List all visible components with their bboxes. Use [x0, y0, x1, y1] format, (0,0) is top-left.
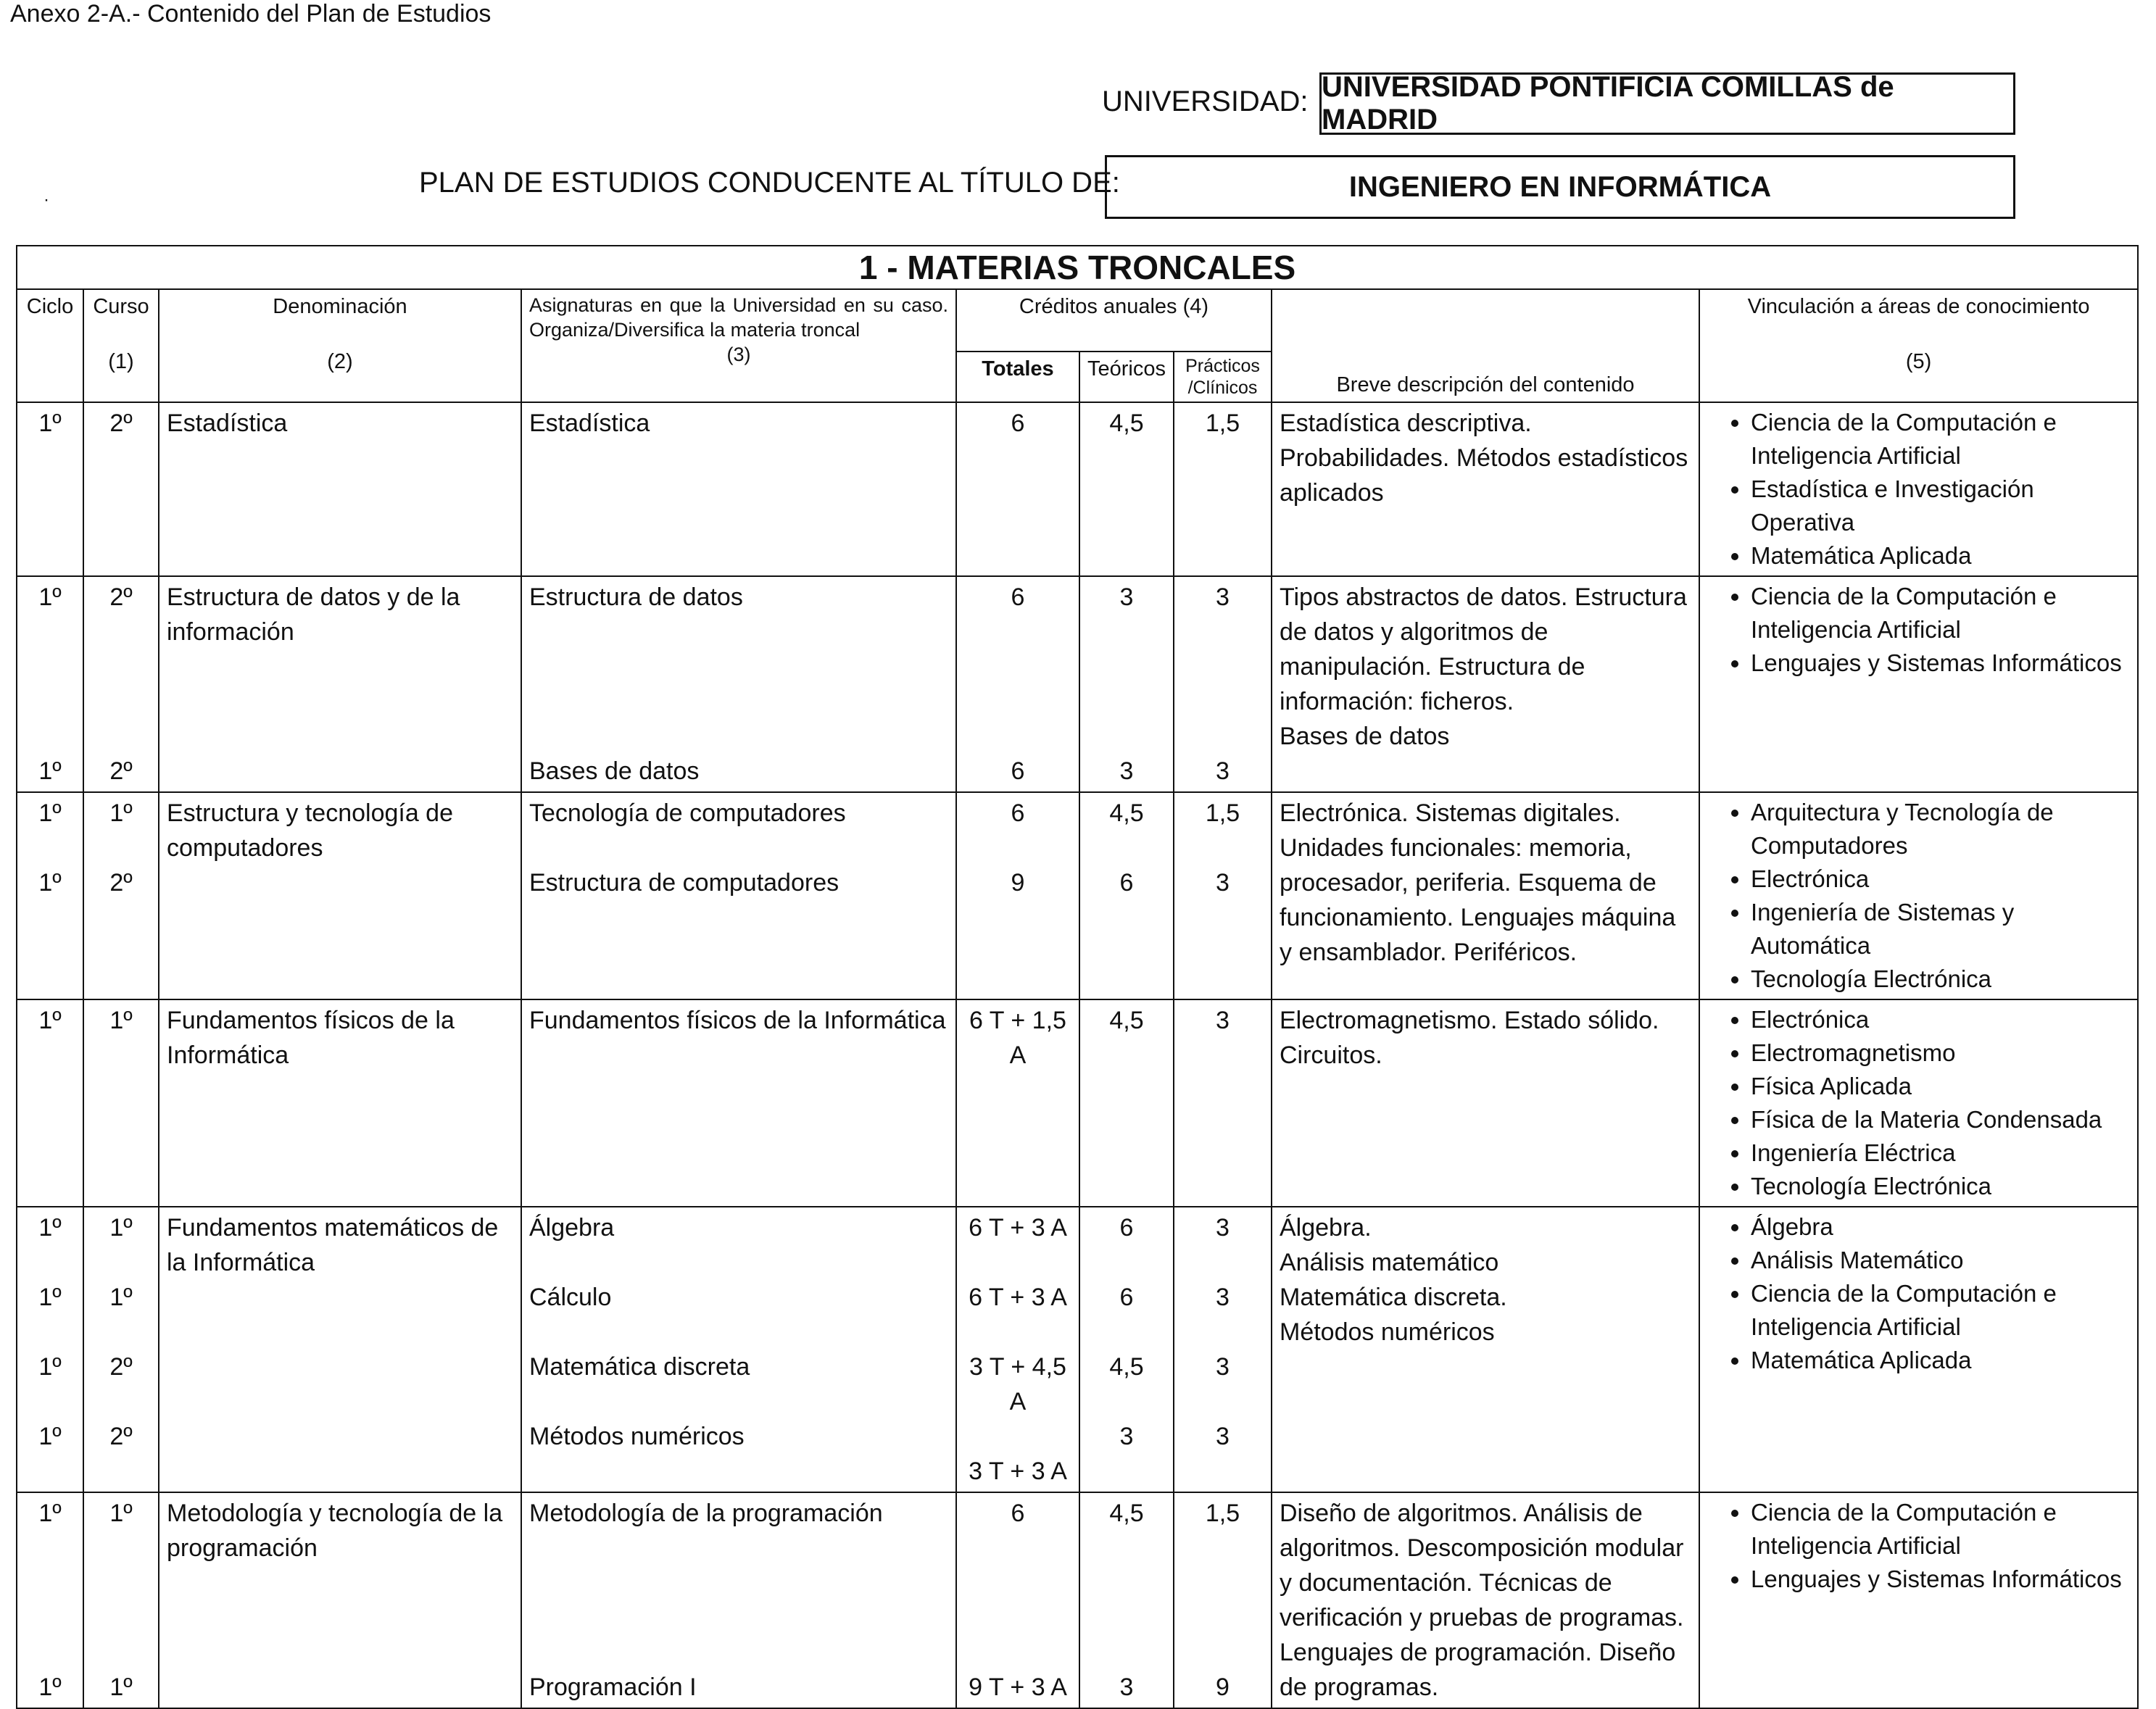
totales-value: 6 — [1011, 409, 1025, 437]
denominacion-cell — [159, 1207, 521, 1492]
teoricos-value: 6 — [1119, 1284, 1134, 1311]
totales-value: 6 — [1011, 799, 1025, 827]
ciclo-value: 1º — [38, 1007, 62, 1034]
asignatura-value: Métodos numéricos — [529, 1423, 745, 1450]
totales-value: 6 — [1011, 757, 1025, 785]
totales-cell — [956, 1492, 1079, 1708]
area-item: • Ingeniería Eléctrica — [1751, 1136, 2130, 1170]
descripcion-cell — [1272, 1492, 1699, 1708]
curso-cell — [83, 402, 159, 576]
ciclo-cell — [17, 1207, 83, 1492]
teoricos-value: 4,5 — [1109, 799, 1144, 827]
ciclo-value: 1º — [38, 799, 62, 827]
teoricos-value: 4,5 — [1109, 409, 1144, 437]
descripcion-value: Unidades funcionales: memoria, procesador, periferia. Esquema de funcionamiento. Lenguajes máquina y ensamblador. Periféricos. — [1280, 834, 1676, 966]
curso-cell — [83, 999, 159, 1207]
totales-cell — [956, 1207, 1079, 1492]
teoricos-cell — [1079, 999, 1174, 1207]
area-item: • Física de la Materia Condensada — [1751, 1103, 2130, 1136]
curso-value: 2º — [109, 869, 133, 897]
col-totales: Totales — [956, 352, 1079, 402]
practicos-value: 3 — [1216, 757, 1230, 785]
ciclo-cell — [17, 402, 83, 576]
practicos-value: 9 — [1216, 1673, 1230, 1701]
denominacion-text: Estadística — [167, 409, 288, 437]
ciclo-value: 1º — [38, 583, 62, 611]
university-value: UNIVERSIDAD PONTIFICIA COMILLAS de MADRID — [1319, 72, 2015, 135]
col-practicos: Prácticos /Clínicos — [1174, 352, 1272, 402]
asignatura-value: Matemática discreta — [529, 1353, 750, 1381]
areas-cell — [1699, 999, 2138, 1207]
troncales-table — [16, 245, 2139, 1709]
asignatura-value: Bases de datos — [529, 757, 700, 785]
area-item: • Electrónica — [1751, 862, 2130, 896]
asignatura-value: Metodología de la programación — [529, 1500, 883, 1527]
teoricos-value: 3 — [1119, 583, 1134, 611]
teoricos-value: 3 — [1119, 757, 1134, 785]
totales-cell — [956, 402, 1079, 576]
teoricos-value: 3 — [1119, 1673, 1134, 1701]
curso-cell — [83, 792, 159, 999]
annex-title: Anexo 2-A.- Contenido del Plan de Estudios — [10, 0, 492, 28]
descripcion-cell — [1272, 792, 1699, 999]
plan-value: INGENIERO EN INFORMÁTICA — [1105, 155, 2015, 219]
curso-value: 1º — [109, 1500, 133, 1527]
descripcion-value: Diseño de algoritmos. Análisis de algoritmos. Descomposición modular y documentación. Técnicas de verificación y pruebas de programas. — [1280, 1500, 1684, 1631]
areas-list — [1707, 406, 2130, 573]
descripcion-value: Métodos numéricos — [1280, 1318, 1495, 1346]
teoricos-cell — [1079, 1492, 1174, 1708]
curso-cell — [83, 1207, 159, 1492]
area-item: • Estadística e Investigación Operativa — [1751, 473, 2130, 539]
descripcion-value: Electrónica. Sistemas digitales. — [1280, 799, 1621, 827]
area-item: • Lenguajes y Sistemas Informáticos — [1751, 646, 2130, 680]
practicos-cell — [1174, 999, 1272, 1207]
asignatura-value: Fundamentos físicos de la Informática — [529, 1007, 946, 1034]
practicos-value: 1,5 — [1205, 799, 1240, 827]
area-item: • Electrónica — [1751, 1003, 2130, 1036]
curso-value: 2º — [109, 1353, 133, 1381]
area-item: • Ciencia de la Computación e Inteligencia Artificial — [1751, 1277, 2130, 1344]
col-teoricos: Teóricos — [1079, 352, 1174, 402]
university-label: UNIVERSIDAD: — [1102, 86, 1309, 117]
col-asignaturas: Asignaturas en que la Universidad en su caso. Organiza/Diversifica la materia troncal (3) — [521, 289, 956, 402]
totales-value: 3 T + 4,5 A — [969, 1353, 1066, 1415]
curso-value: 2º — [109, 757, 133, 785]
ciclo-value: 1º — [38, 1353, 62, 1381]
totales-cell — [956, 792, 1079, 999]
descripcion-value: Análisis matemático — [1280, 1249, 1499, 1276]
denominacion-cell — [159, 1492, 521, 1708]
descripcion-cell — [1272, 1207, 1699, 1492]
teoricos-cell — [1079, 1207, 1174, 1492]
descripcion-cell — [1272, 999, 1699, 1207]
ciclo-value: 1º — [38, 1500, 62, 1527]
asignatura-cell — [521, 1207, 956, 1492]
totales-cell — [956, 576, 1079, 792]
asignatura-cell — [521, 999, 956, 1207]
descripcion-value: Electromagnetismo. Estado sólido. Circuitos. — [1280, 1007, 1659, 1069]
totales-cell — [956, 999, 1079, 1207]
col-vinculacion: Vinculación a áreas de conocimiento (5) — [1699, 289, 2138, 402]
teoricos-value: 4,5 — [1109, 1007, 1144, 1034]
section-title: 1 - MATERIAS TRONCALES — [17, 246, 2138, 289]
areas-list — [1707, 1496, 2130, 1596]
area-item: • Electromagnetismo — [1751, 1036, 2130, 1070]
asignatura-value: Tecnología de computadores — [529, 799, 846, 827]
ciclo-cell — [17, 576, 83, 792]
denominacion-text: Fundamentos matemáticos de la Informática — [167, 1214, 499, 1276]
area-item: • Ingeniería de Sistemas y Automática — [1751, 896, 2130, 962]
asignatura-value: Estructura de datos — [529, 583, 743, 611]
teoricos-value: 4,5 — [1109, 1353, 1144, 1381]
practicos-value: 3 — [1216, 869, 1230, 897]
asignatura-cell — [521, 792, 956, 999]
areas-list — [1707, 1003, 2130, 1203]
col-ciclo: Ciclo — [17, 289, 83, 402]
col-descripcion: Breve descripción del contenido — [1272, 289, 1699, 402]
ciclo-value: 1º — [38, 869, 62, 897]
plan-label: PLAN DE ESTUDIOS CONDUCENTE AL TÍTULO DE: — [419, 167, 1120, 199]
ciclo-cell — [17, 1492, 83, 1708]
areas-cell — [1699, 792, 2138, 999]
curso-value: 2º — [109, 1423, 133, 1450]
areas-cell — [1699, 1492, 2138, 1708]
ciclo-value: 1º — [38, 757, 62, 785]
descripcion-value: Tipos abstractos de datos. Estructura de datos y algoritmos de manipulación. Estructura de información: ficheros. — [1280, 583, 1687, 715]
teoricos-value: 6 — [1119, 1214, 1134, 1242]
area-item: • Física Aplicada — [1751, 1070, 2130, 1103]
denominacion-cell — [159, 792, 521, 999]
asignatura-cell — [521, 402, 956, 576]
areas-cell — [1699, 1207, 2138, 1492]
denominacion-text: Estructura de datos y de la información — [167, 583, 460, 646]
asignatura-cell — [521, 576, 956, 792]
totales-value: 9 T + 3 A — [969, 1673, 1067, 1701]
practicos-cell — [1174, 1492, 1272, 1708]
col-creditos: Créditos anuales (4) — [956, 289, 1272, 352]
ciclo-value: 1º — [38, 1673, 62, 1701]
practicos-value: 3 — [1216, 583, 1230, 611]
table-row — [17, 402, 2138, 576]
totales-value: 6 T + 3 A — [969, 1284, 1067, 1311]
area-item: • Tecnología Electrónica — [1751, 962, 2130, 996]
areas-cell — [1699, 402, 2138, 576]
curso-value: 1º — [109, 1284, 133, 1311]
asignatura-value: Cálculo — [529, 1284, 612, 1311]
ciclo-value: 1º — [38, 409, 62, 437]
practicos-value: 3 — [1216, 1284, 1230, 1311]
denominacion-text: Fundamentos físicos de la Informática — [167, 1007, 455, 1069]
teoricos-cell — [1079, 576, 1174, 792]
col-curso: Curso (1) — [83, 289, 159, 402]
curso-cell — [83, 1492, 159, 1708]
area-item: • Álgebra — [1751, 1210, 2130, 1244]
denominacion-text: Metodología y tecnología de la programación — [167, 1500, 503, 1562]
totales-value: 6 — [1011, 1500, 1025, 1527]
descripcion-value: Bases de datos — [1280, 723, 1450, 750]
table-row — [17, 792, 2138, 999]
practicos-cell — [1174, 576, 1272, 792]
teoricos-cell — [1079, 792, 1174, 999]
teoricos-value: 4,5 — [1109, 1500, 1144, 1527]
scan-speck: · — [43, 190, 49, 209]
table-row — [17, 999, 2138, 1207]
ciclo-cell — [17, 999, 83, 1207]
teoricos-value: 3 — [1119, 1423, 1134, 1450]
area-item: • Análisis Matemático — [1751, 1244, 2130, 1277]
totales-value: 9 — [1011, 869, 1025, 897]
ciclo-cell — [17, 792, 83, 999]
practicos-value: 3 — [1216, 1007, 1230, 1034]
areas-list — [1707, 796, 2130, 996]
area-item: • Lenguajes y Sistemas Informáticos — [1751, 1563, 2130, 1596]
curso-value: 2º — [109, 409, 133, 437]
asignatura-cell — [521, 1492, 956, 1708]
teoricos-value: 6 — [1119, 869, 1134, 897]
asignatura-value: Programación I — [529, 1673, 697, 1701]
denominacion-cell — [159, 576, 521, 792]
areas-list — [1707, 1210, 2130, 1377]
descripcion-value: Matemática discreta. — [1280, 1284, 1507, 1311]
asignatura-value: Estructura de computadores — [529, 869, 839, 897]
denominacion-cell — [159, 999, 521, 1207]
col-denominacion: Denominación (2) — [159, 289, 521, 402]
descripcion-value: Álgebra. — [1280, 1214, 1372, 1242]
descripcion-value: Lenguajes de programación. Diseño de programas. — [1280, 1639, 1676, 1701]
descripcion-value: Estadística descriptiva. Probabilidades. Métodos estadísticos aplicados — [1280, 409, 1688, 507]
totales-value: 3 T + 3 A — [969, 1458, 1067, 1485]
practicos-cell — [1174, 792, 1272, 999]
area-item: • Ciencia de la Computación e Inteligencia Artificial — [1751, 406, 2130, 473]
curso-value: 1º — [109, 1214, 133, 1242]
areas-cell — [1699, 576, 2138, 792]
curso-value: 1º — [109, 799, 133, 827]
totales-value: 6 T + 3 A — [969, 1214, 1067, 1242]
denominacion-text: Estructura y tecnología de computadores — [167, 799, 454, 862]
area-item: • Matemática Aplicada — [1751, 539, 2130, 573]
practicos-value: 3 — [1216, 1214, 1230, 1242]
asignatura-value: Álgebra — [529, 1214, 615, 1242]
practicos-value: 1,5 — [1205, 409, 1240, 437]
asignatura-value: Estadística — [529, 409, 650, 437]
practicos-cell — [1174, 402, 1272, 576]
practicos-value: 3 — [1216, 1353, 1230, 1381]
practicos-cell — [1174, 1207, 1272, 1492]
table-row — [17, 576, 2138, 792]
ciclo-value: 1º — [38, 1423, 62, 1450]
areas-list — [1707, 580, 2130, 680]
area-item: • Arquitectura y Tecnología de Computadores — [1751, 796, 2130, 862]
descripcion-cell — [1272, 576, 1699, 792]
descripcion-cell — [1272, 402, 1699, 576]
denominacion-cell — [159, 402, 521, 576]
table-row — [17, 1207, 2138, 1492]
curso-value: 1º — [109, 1673, 133, 1701]
table-row — [17, 1492, 2138, 1708]
curso-cell — [83, 576, 159, 792]
practicos-value: 1,5 — [1205, 1500, 1240, 1527]
totales-value: 6 — [1011, 583, 1025, 611]
area-item: • Tecnología Electrónica — [1751, 1170, 2130, 1203]
curso-value: 2º — [109, 583, 133, 611]
curso-value: 1º — [109, 1007, 133, 1034]
practicos-value: 3 — [1216, 1423, 1230, 1450]
area-item: • Ciencia de la Computación e Inteligencia Artificial — [1751, 580, 2130, 646]
totales-value: 6 T + 1,5 A — [969, 1007, 1066, 1069]
area-item: • Matemática Aplicada — [1751, 1344, 2130, 1377]
area-item: • Ciencia de la Computación e Inteligencia Artificial — [1751, 1496, 2130, 1563]
ciclo-value: 1º — [38, 1214, 62, 1242]
teoricos-cell — [1079, 402, 1174, 576]
ciclo-value: 1º — [38, 1284, 62, 1311]
